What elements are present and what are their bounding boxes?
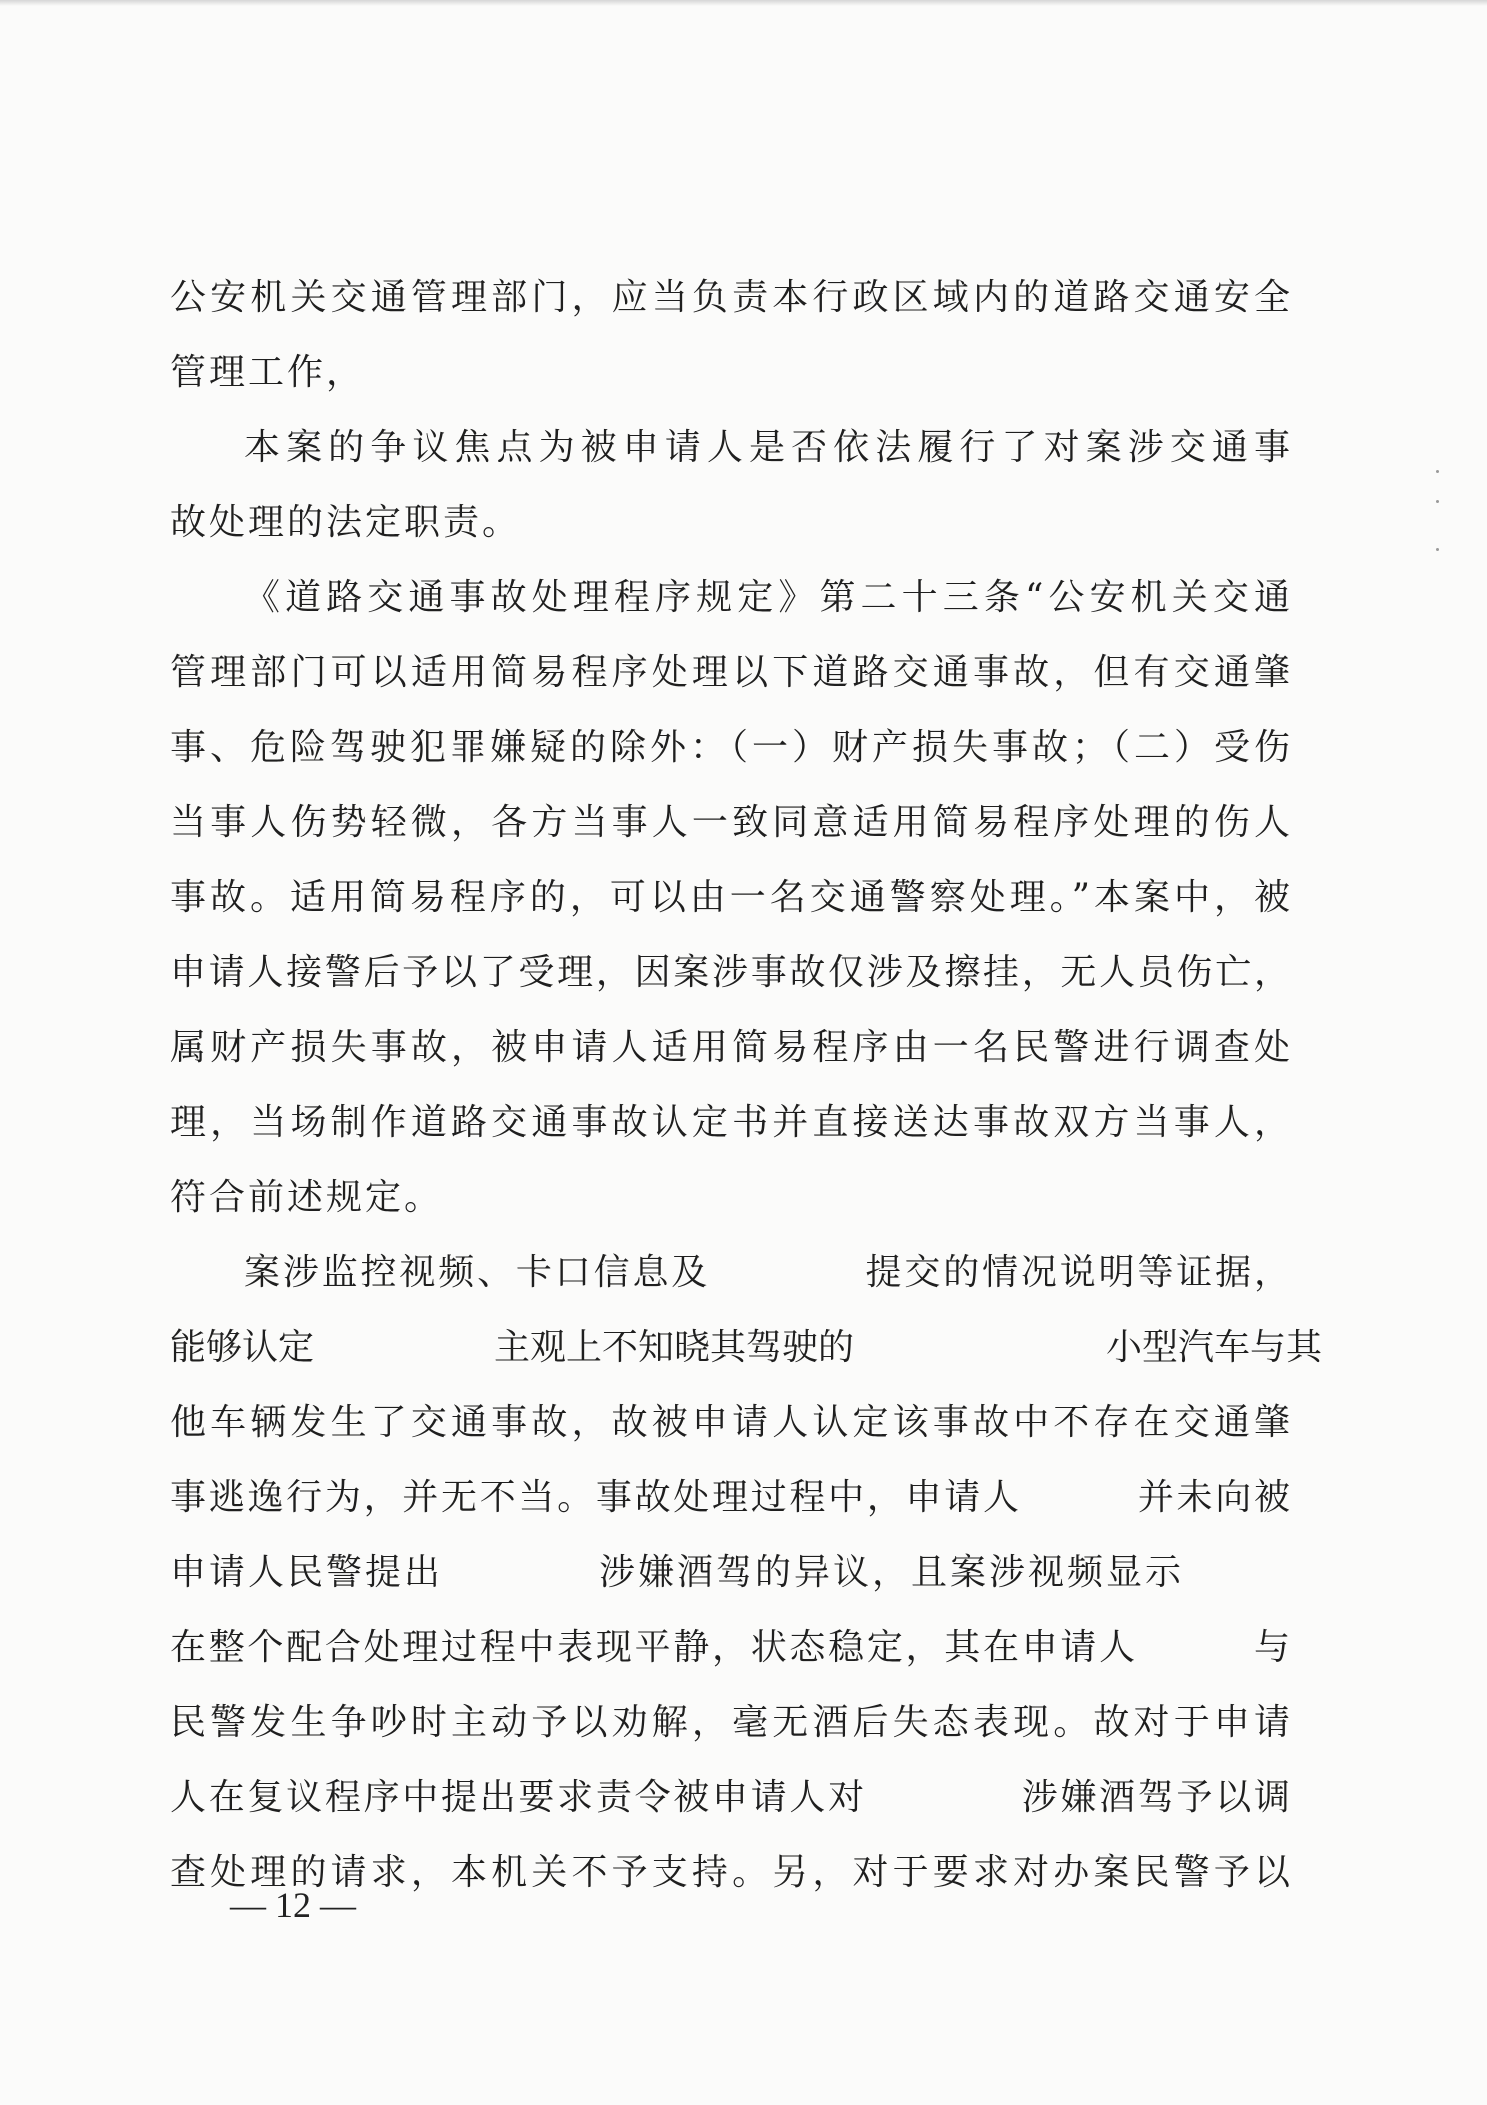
text-line: 当事人伤势轻微，各方当事人一致同意适用简易程序处理的伤人 — [170, 802, 1290, 843]
text-line: 事故。适用简易程序的，可以由一名交通警察处理。”本案中，被 — [170, 877, 1290, 918]
text-line: 人在复议程序中提出要求责令被申请人对 涉嫌酒驾予以调 — [170, 1777, 1290, 1818]
text-line: 理，当场制作道路交通事故认定书并直接送达事故双方当事人， — [170, 1102, 1290, 1143]
scan-speck — [1436, 470, 1439, 473]
text-line: 故处理的法定职责。 — [170, 502, 522, 543]
text-line: 他车辆发生了交通事故，故被申请人认定该事故中不存在交通肇 — [170, 1402, 1290, 1443]
text-line: 在整个配合处理过程中表现平静，状态稳定，其在申请人 与 — [170, 1627, 1290, 1668]
text-line: 符合前述规定。 — [170, 1177, 444, 1218]
text-line: 事逃逸行为，并无不当。事故处理过程中，申请人 并未向被 — [170, 1477, 1290, 1518]
text-line: 管理部门可以适用简易程序处理以下道路交通事故，但有交通肇 — [170, 652, 1290, 693]
page-number: — 12 — — [230, 1885, 356, 1925]
text-line: 申请人接警后予以了受理，因案涉事故仅涉及擦挂，无人员伤亡， — [170, 952, 1290, 993]
text-line: 申请人民警提出 涉嫌酒驾的异议，且案涉视频显示 — [170, 1552, 1185, 1593]
text-line: 事、危险驾驶犯罪嫌疑的除外：（一）财产损失事故；（二）受伤 — [170, 727, 1290, 768]
text-line: 公安机关交通管理部门，应当负责本行政区域内的道路交通安全 — [170, 277, 1290, 318]
scan-top-edge — [0, 0, 1487, 6]
text-line: 《道路交通事故处理程序规定》第二十三条“公安机关交通 — [244, 577, 1290, 618]
text-line: 本案的争议焦点为被申请人是否依法履行了对案涉交通事 — [244, 427, 1290, 468]
text-line: 管理工作， — [170, 352, 366, 393]
text-line: 能够认定 主观上不知晓其驾驶的 小型汽车与其 — [170, 1327, 1323, 1368]
text-line: 属财产损失事故，被申请人适用简易程序由一名民警进行调查处 — [170, 1027, 1290, 1068]
text-line: 民警发生争吵时主动予以劝解，毫无酒后失态表现。故对于申请 — [170, 1702, 1290, 1743]
text-line: 查处理的请求，本机关不予支持。另，对于要求对办案民警予以 — [170, 1852, 1290, 1893]
scan-speck — [1436, 548, 1439, 551]
text-line: 案涉监控视频、卡口信息及 提交的情况说明等证据， — [244, 1252, 1290, 1293]
scan-speck — [1436, 500, 1439, 503]
